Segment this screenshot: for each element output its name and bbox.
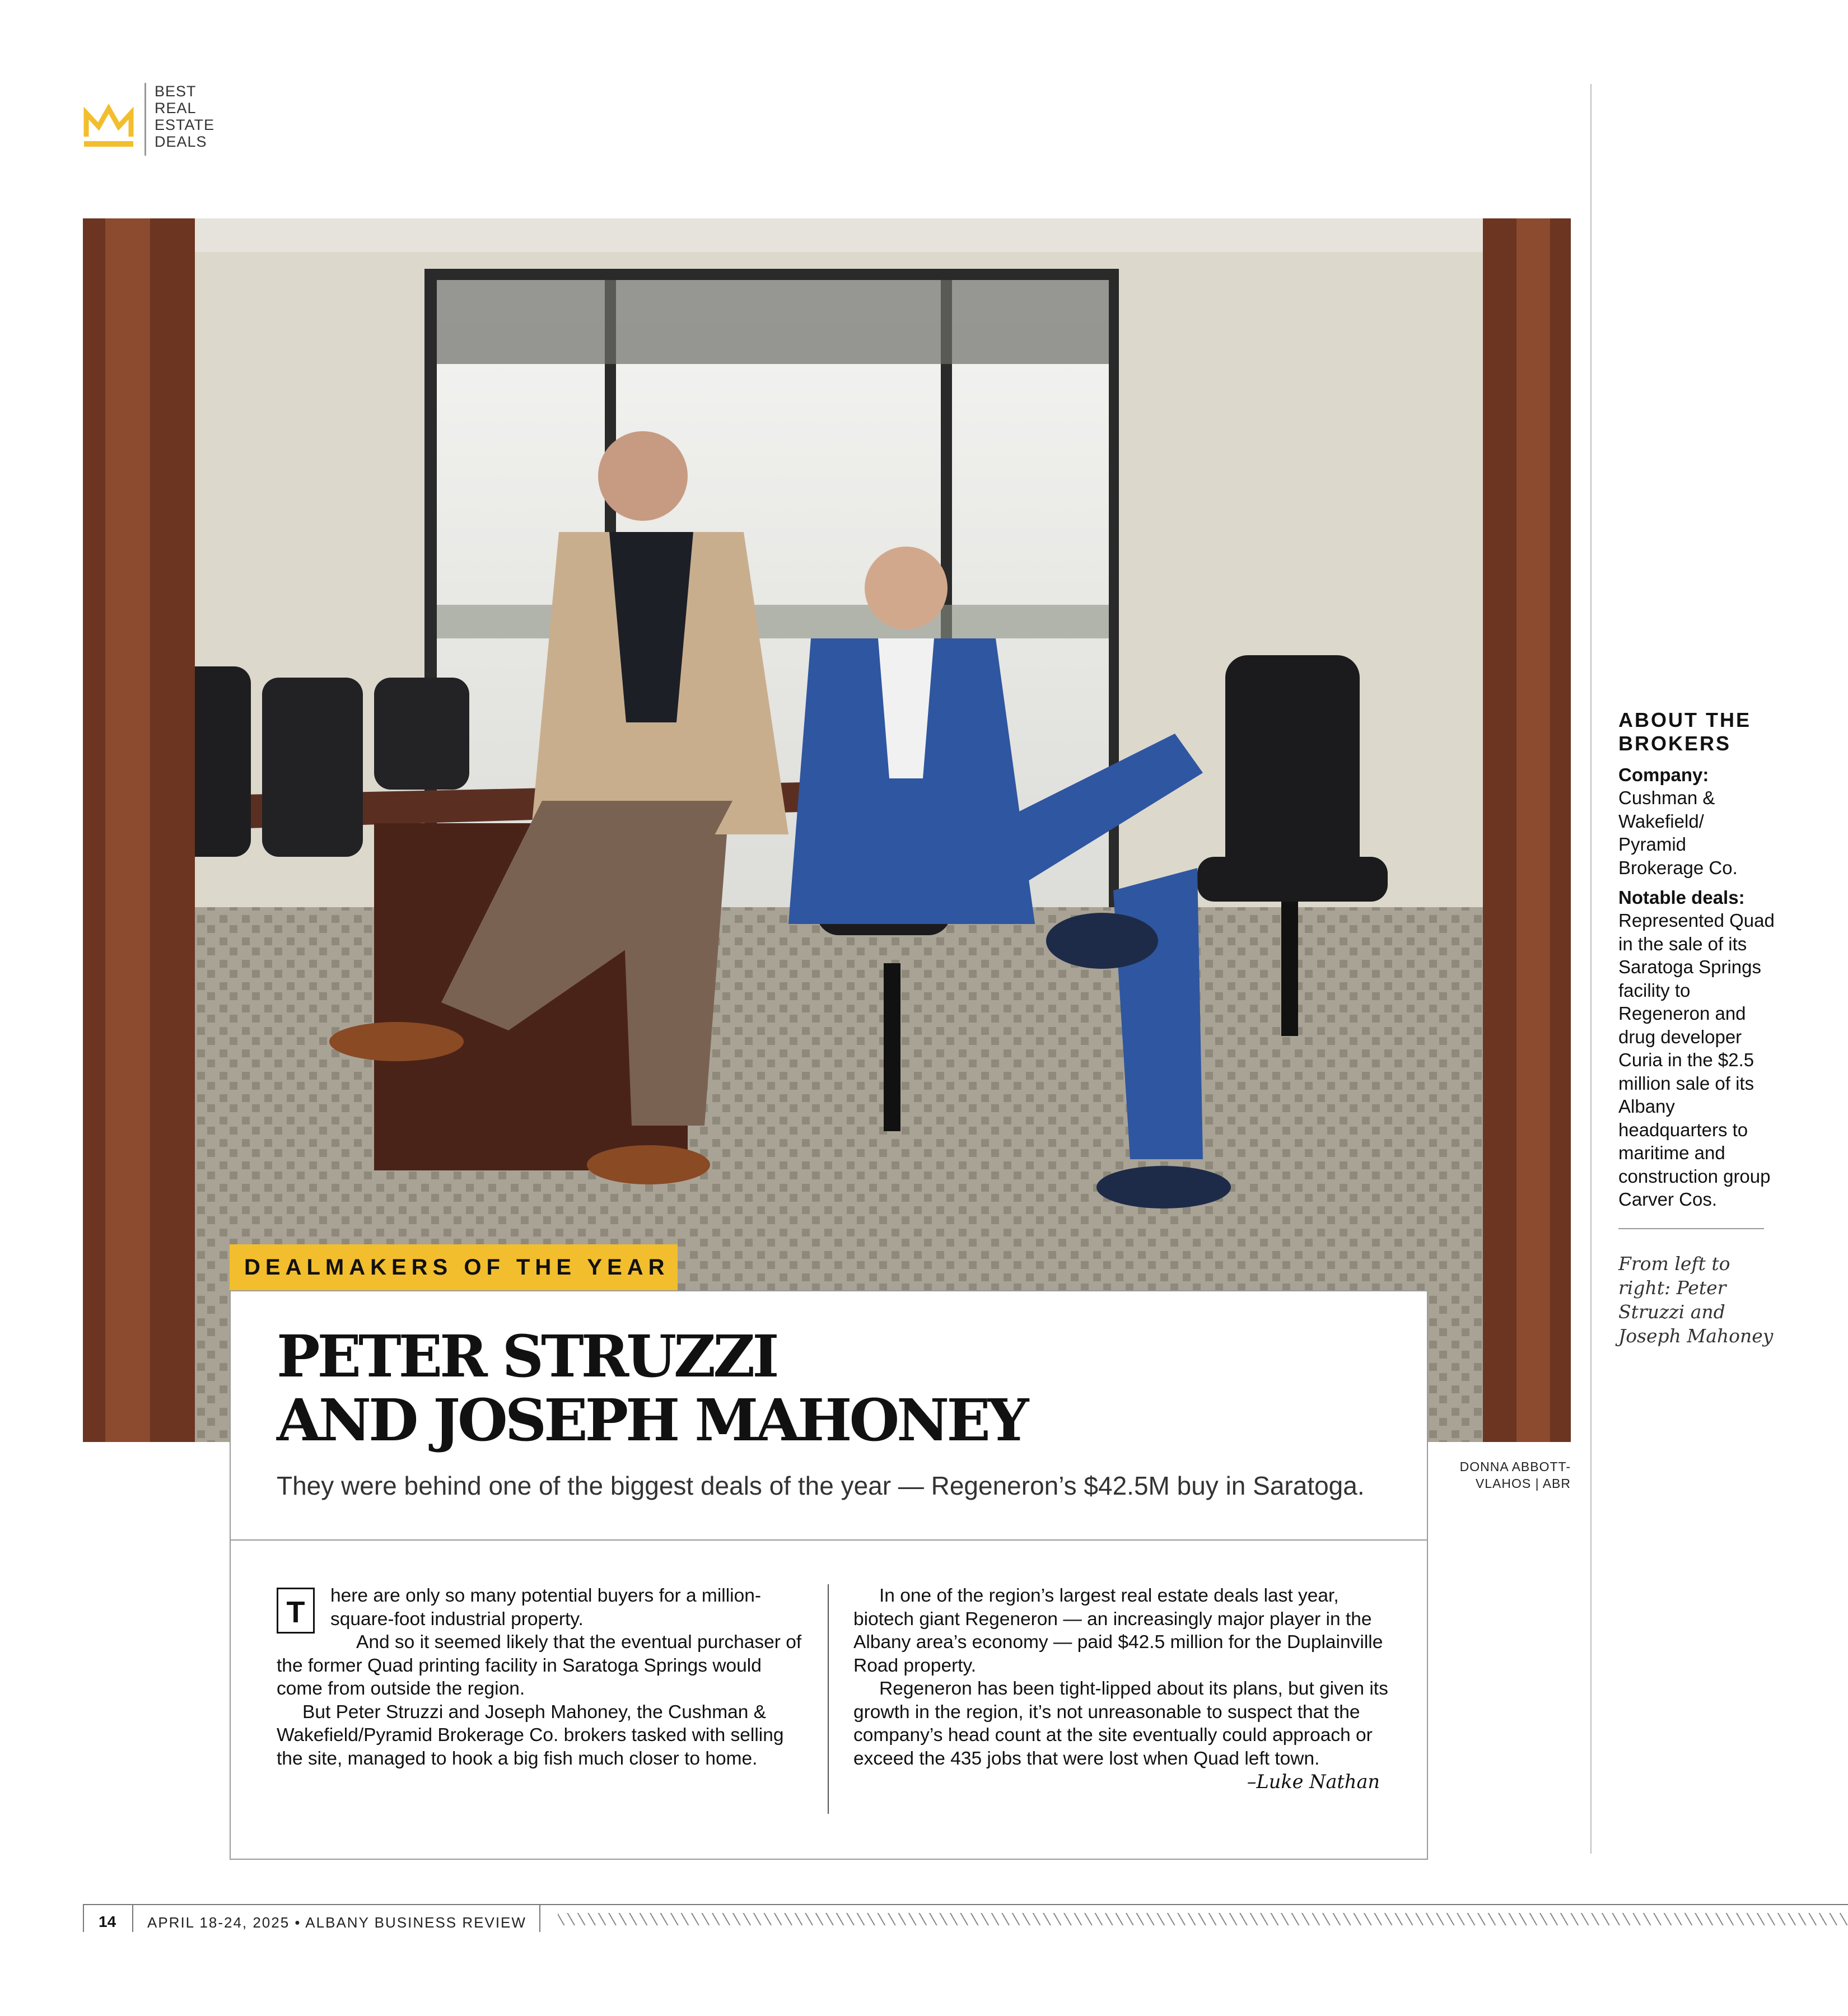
about-brokers-sidebar — [1618, 708, 1775, 1348]
dropcap: T — [277, 1588, 315, 1634]
footer-rule — [132, 1904, 133, 1932]
body-column-1 — [277, 1584, 803, 1770]
dek: They were behind one of the biggest deals of the year — Regeneron’s $42.5M buy in Saratoga. — [277, 1471, 1365, 1500]
column-divider — [828, 1584, 829, 1814]
sidebar-title-line: BROKERS — [1618, 732, 1732, 755]
column-rule — [1590, 84, 1592, 1854]
body-column-2 — [853, 1584, 1391, 1794]
company-label: Company: — [1618, 764, 1709, 785]
deals-value: Represented Quad in the sale of its Saratoga Springs facility to Regeneron and drug developer Curia in the $2.5 million sale of its Albany headquarters to maritime and construction group Carver Cos. — [1618, 910, 1775, 1210]
paragraph: In one of the region’s largest real estate deals last year, biotech giant Regeneron — an increasingly major player in the Albany area’s economy — paid $42.5 million for the Duplainville Road property. — [853, 1585, 1383, 1676]
photo-credit — [1383, 1458, 1571, 1492]
sidebar-title — [1618, 708, 1775, 755]
footer-rule — [539, 1904, 540, 1932]
headline-line: PETER STRUZZI — [277, 1323, 777, 1390]
credit-line: VLAHOS | ABR — [1475, 1476, 1571, 1491]
paragraph: But Peter Struzzi and Joseph Mahoney, the Cushman & Wakefield/Pyramid Brokerage Co. brokers tasked with selling the site, managed to hook a big fish much closer to home. — [277, 1701, 784, 1769]
page-footer — [83, 1904, 1848, 1932]
article-body — [230, 1541, 1428, 1860]
company-value: Cushman & Wakefield/ Pyramid Brokerage Co. — [1618, 787, 1738, 878]
logo-word: ESTATE — [155, 116, 215, 133]
logo-words — [155, 83, 214, 150]
sidebar-title-line: ABOUT THE — [1618, 708, 1751, 731]
page-number: 14 — [99, 1913, 116, 1930]
headline-box — [230, 1290, 1428, 1541]
logo-word: DEALS — [155, 133, 207, 150]
photo-caption: From left to right: Peter Struzzi and Joseph Mahoney — [1618, 1252, 1774, 1347]
deals-label: Notable deals: — [1618, 887, 1745, 908]
headline-line: AND JOSEPH MAHONEY — [277, 1387, 1026, 1454]
sidebar-rule — [1618, 1228, 1764, 1229]
footer-rule — [83, 1904, 1848, 1905]
kicker-label: DEALMAKERS OF THE YEAR — [230, 1244, 678, 1290]
issue-line: APRIL 18-24, 2025 • ALBANY BUSINESS REVIEW — [147, 1914, 526, 1931]
logo-word: REAL — [155, 100, 197, 116]
headline — [277, 1325, 1026, 1453]
footer-rule — [83, 1904, 84, 1932]
paragraph: Regeneron has been tight-lipped about its plans, but given its growth in the region, it’s not unreasonable to suspect that the company’s head count at the site eventually could approach or exceed the 435 jobs that were lost when Quad left town. — [853, 1678, 1388, 1769]
credit-line: DONNA ABBOTT- — [1459, 1459, 1571, 1474]
paragraph: here are only so many potential buyers for a million-square-foot industrial property. — [330, 1585, 762, 1630]
paragraph: And so it seemed likely that the eventual purchaser of the former Quad printing facility in Saratoga Springs would come from outside the region. — [277, 1632, 802, 1699]
logo-divider — [144, 83, 146, 156]
byline-signature: –Luke Nathan — [1247, 1771, 1380, 1793]
logo-word: BEST — [155, 83, 197, 100]
crown-icon — [83, 103, 134, 150]
section-logo — [83, 83, 228, 161]
footer-hatch — [558, 1913, 1848, 1925]
